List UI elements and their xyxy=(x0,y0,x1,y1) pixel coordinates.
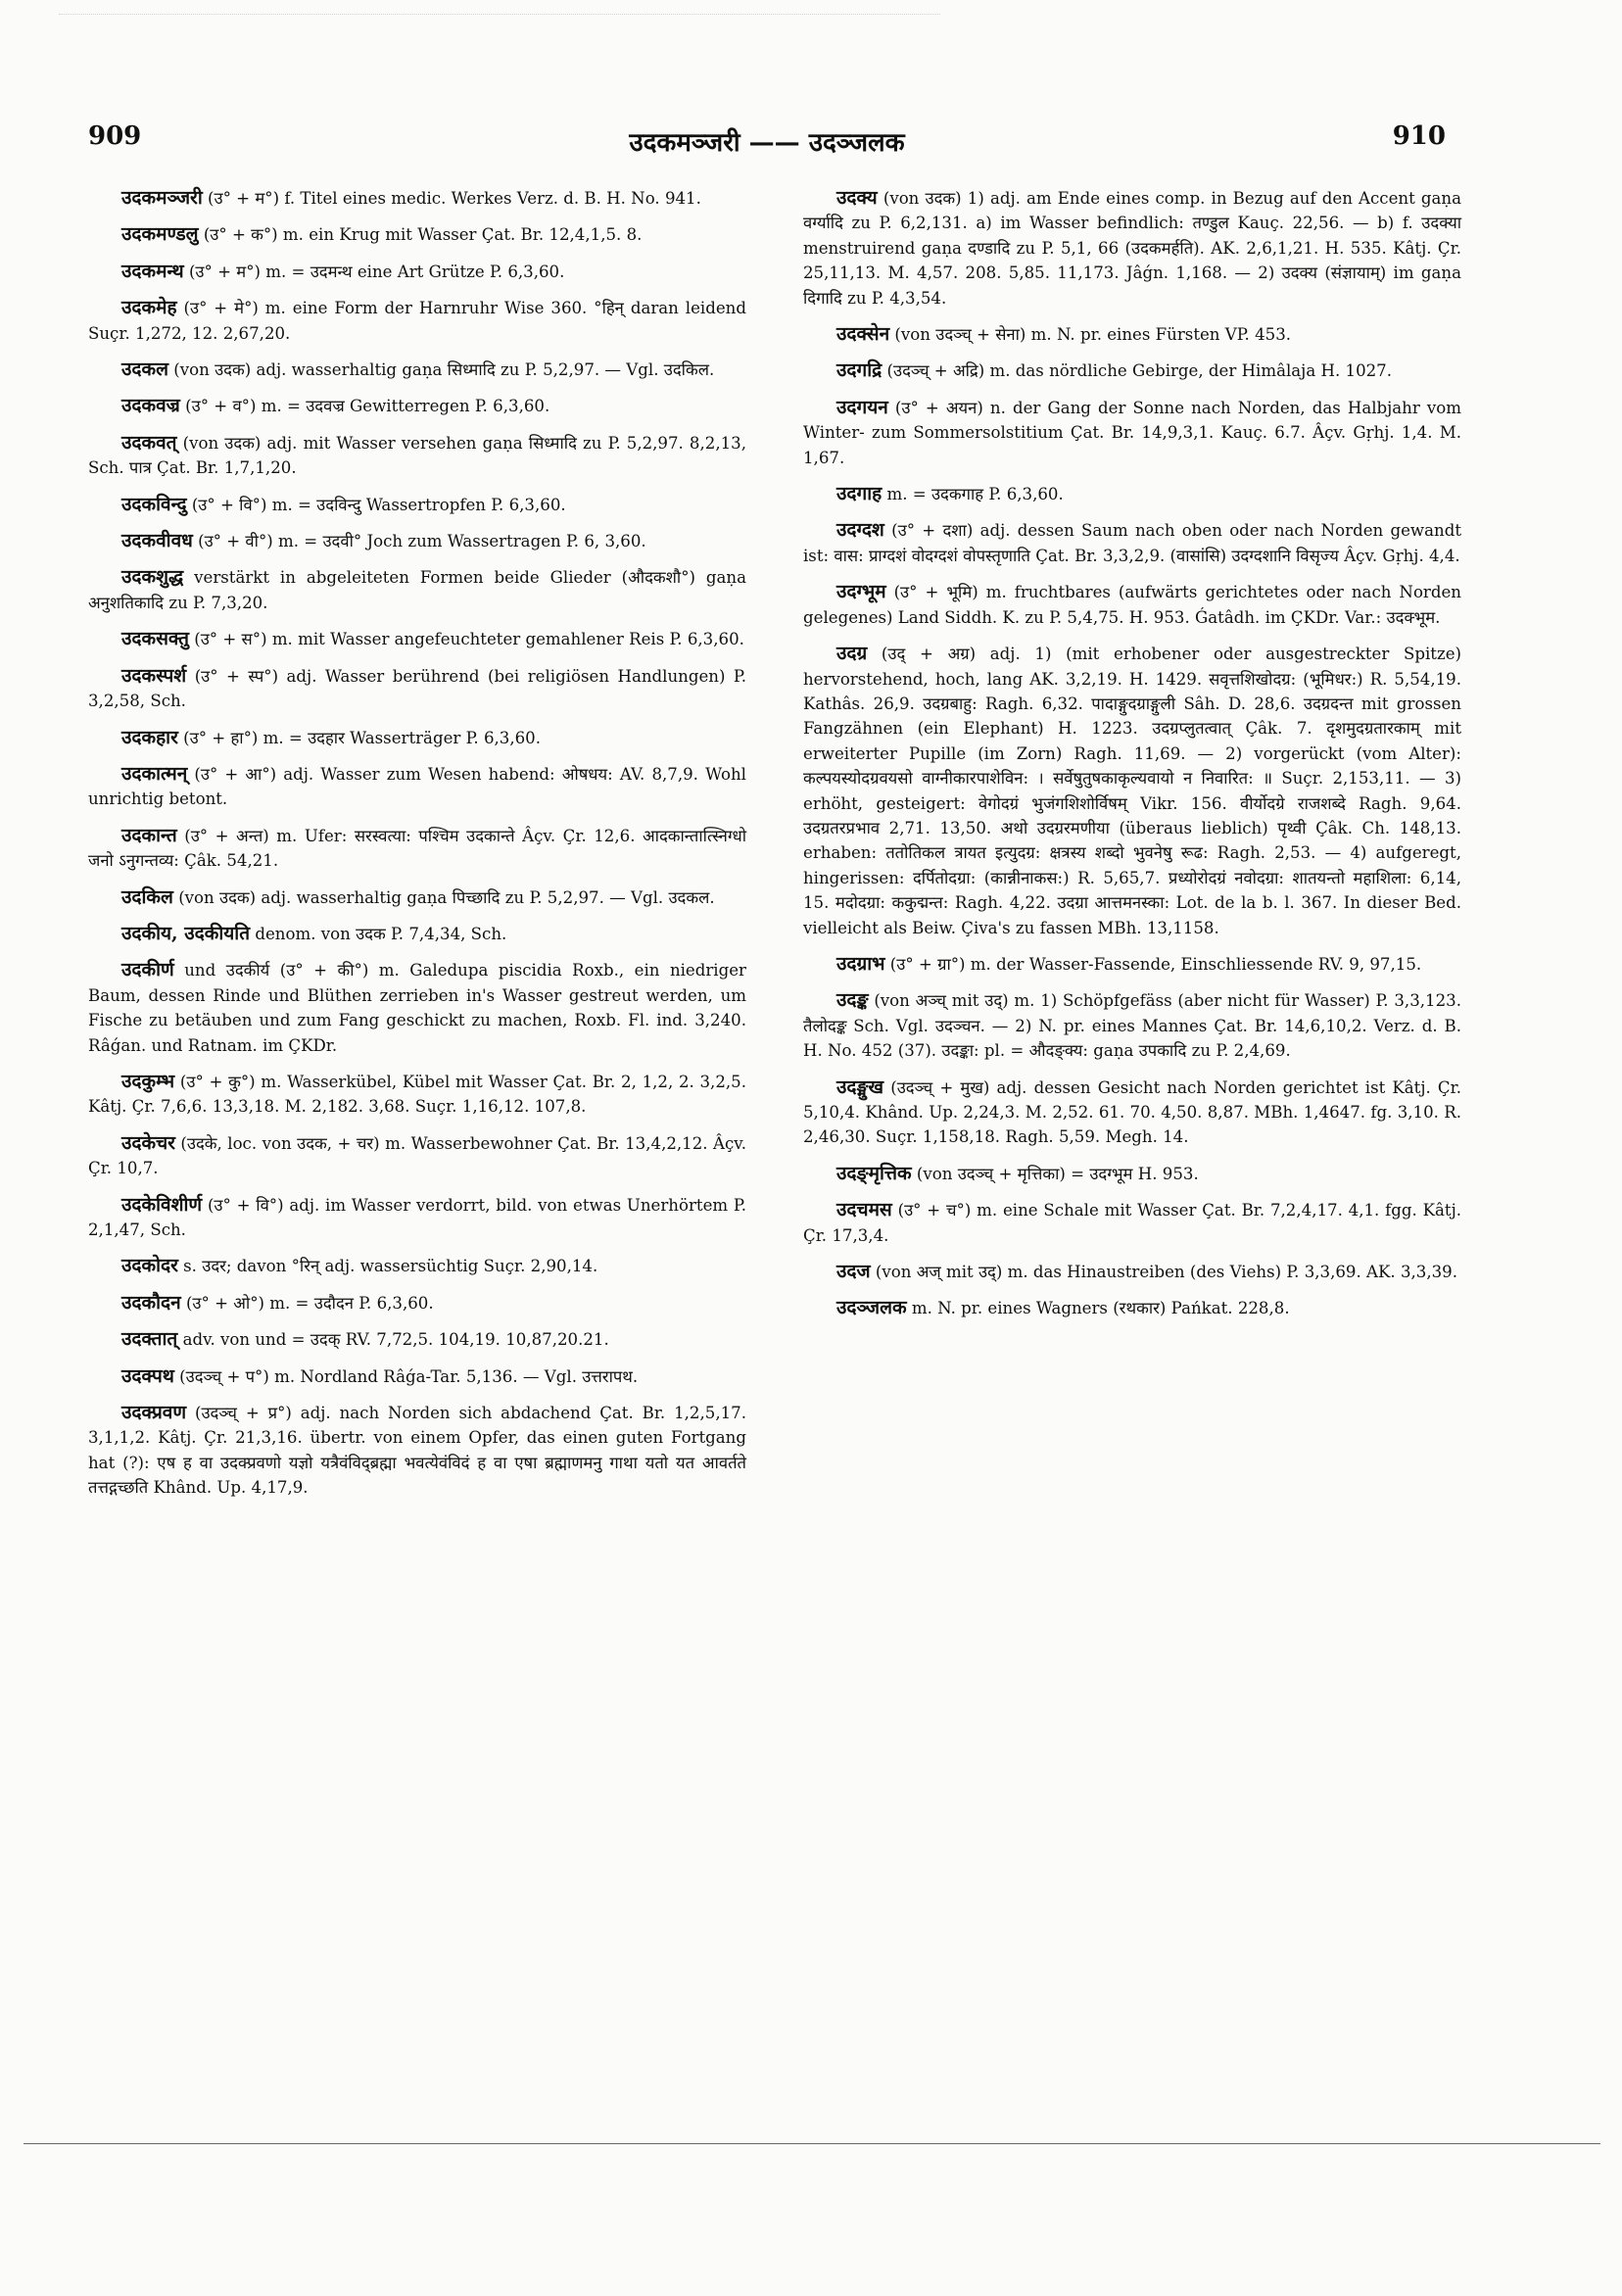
dictionary-entry xyxy=(803,1162,1461,1186)
dictionary-entry xyxy=(803,580,1461,630)
entry-text: (उ° + वि°) m. = उदविन्दु Wassertropfen P. 6,3,60. xyxy=(191,495,566,514)
dictionary-entry xyxy=(88,431,746,481)
entry-headword: उदकल xyxy=(121,359,168,381)
footer-rule xyxy=(24,2143,1600,2144)
dictionary-entry xyxy=(88,1193,746,1243)
entry-text: (उ° + व°) m. = उदवज्र Gewitterregen P. 6,3,60. xyxy=(185,397,550,416)
entry-headword: उदगद्रि xyxy=(836,359,883,382)
entry-text: (उ° + दशा) adj. dessen Saum nach oben oder nach Norden gewandt ist: वास: प्राग्दशं वोदग्दशं वोपस्तृणाति Çat. Br. 3,3,2,9. (वासांसि) उदग्दशानि विसृज्य Âçv. Gṛhj. 4,4. xyxy=(803,521,1462,565)
entry-text: denom. von उदक P. 7,4,34, Sch. xyxy=(255,924,507,943)
entry-headword: उदकीर्ण xyxy=(121,959,174,981)
entry-text: (उदञ्च् + मुख) adj. dessen Gesicht nach Norden gerichtet ist Kâtj. Çr. 5,10,4. Khând. Up. 2,24,3. M. 2,52. 61. 70. 4,50. 8,87. MBh. 1,4647. fg. 3,10. R. 2,46,30. Suçr. 1,158,18. Ragh. 5,59. Megh. 14. xyxy=(803,1077,1461,1147)
entry-text: (उ° + वी°) m. = उदवी° Joch zum Wassertragen P. 6, 3,60. xyxy=(198,532,646,551)
dictionary-entry xyxy=(88,260,746,284)
entry-text: (उ° + आ°) adj. Wasser zum Wesen habend: ओषधय: AV. 8,7,9. Wohl unrichtig betont. xyxy=(88,764,746,809)
entry-headword: उदकिल xyxy=(121,885,173,908)
entry-headword: उदकवीवध xyxy=(121,530,193,552)
entry-headword: उदक्सेन xyxy=(836,323,890,346)
dictionary-entry xyxy=(88,1070,746,1120)
entry-text: (उ° + हा°) m. = उदहार Wasserträger P. 6,3,60. xyxy=(183,728,542,747)
entry-headword: उदग्भूम xyxy=(836,581,886,603)
entry-text: verstärkt in abgeleiteten Formen beide Glieder (औदकशौ°) gaṇa अनुशतिकादि zu P. 7,3,20. xyxy=(88,568,747,612)
dictionary-entry xyxy=(88,222,746,247)
entry-headword: उदकेविशीर्ण xyxy=(121,1193,203,1216)
dictionary-entry xyxy=(803,359,1461,383)
dictionary-entry xyxy=(88,1327,746,1352)
entry-headword: उदग्दश xyxy=(836,519,884,542)
entry-text: s. उदर; davon °रिन् adj. wassersüchtig Suçr. 2,90,14. xyxy=(183,1257,598,1276)
entry-headword: उदगयन xyxy=(836,396,888,418)
entry-text: (von उदञ्च् + मृत्तिका) = उदग्भूम H. 953. xyxy=(916,1164,1199,1183)
dictionary-entry xyxy=(803,482,1461,506)
entry-headword: उदक्प्रवण xyxy=(121,1402,187,1424)
dictionary-entry xyxy=(88,762,746,812)
scan-noise xyxy=(59,14,940,23)
entry-headword: उदकौदन xyxy=(121,1291,181,1314)
entry-text: (von उदक) adj. wasserhaltig gaṇa पिच्छादि zu P. 5,2,97. — Vgl. उदकल. xyxy=(178,887,715,907)
entry-headword: उदकोदर xyxy=(121,1255,178,1277)
dictionary-entry xyxy=(88,1291,746,1315)
entry-text: und उदकीर्य (उ° + की°) m. Galedupa piscidia Roxb., ein niedriger Baum, dessen Rinde und Blüthen zerrieben in's Wasser gestreut werden, um Fische zu betäuben und zum Fang geschickt zu machen, Roxb. Fl. ind. 3,240. Râǵan. und Ratnam. im ÇKDr. xyxy=(88,961,746,1055)
dictionary-entry xyxy=(88,726,746,750)
entry-text: (von उदञ्च् + सेना) m. N. pr. eines Fürsten VP. 453. xyxy=(894,325,1292,345)
dictionary-entry xyxy=(88,664,746,714)
entry-text: (उ° + क°) m. ein Krug mit Wasser Çat. Br. 12,4,1,5. 8. xyxy=(203,225,643,245)
entry-text: (उ° + अन्त) m. Ufer: सरस्वत्या: पश्चिम उदकान्ते Âçv. Çr. 12,6. आदकान्तात्स्निग्धो जनो ऽनुगन्तव्य: Çâk. 54,21. xyxy=(88,826,746,871)
dictionary-entry xyxy=(803,1296,1461,1320)
entry-headword: उदकमन्थ xyxy=(121,260,184,282)
dictionary-entry xyxy=(88,1131,746,1181)
dictionary-entry xyxy=(88,296,746,346)
dictionary-entry xyxy=(88,885,746,910)
entry-headword: उदक्पथ xyxy=(121,1364,174,1387)
dictionary-entry xyxy=(803,988,1461,1063)
entry-headword: उदकवत् xyxy=(121,431,177,454)
entry-headword: उदगाह xyxy=(836,483,883,505)
entry-headword: उदञ्जलक xyxy=(836,1297,907,1319)
entry-headword: उदक्तात् xyxy=(121,1328,178,1351)
entry-text: (उ° + वि°) adj. im Wasser verdorrt, bild. von etwas Unerhörtem P. 2,1,47, Sch. xyxy=(88,1195,746,1239)
dictionary-entry xyxy=(803,1076,1461,1150)
entry-headword: उदकेचर xyxy=(121,1131,175,1154)
entry-headword: उदकमेह xyxy=(121,297,177,319)
dictionary-entry xyxy=(88,493,746,517)
entry-headword: उदकविन्दु xyxy=(121,493,187,515)
page-number-left: 909 xyxy=(88,121,142,151)
entry-headword: उदग्र xyxy=(836,643,868,665)
dictionary-entry xyxy=(803,518,1461,568)
dictionary-entry xyxy=(88,1401,746,1501)
left-column xyxy=(88,186,746,1512)
entry-headword: उदचमस xyxy=(836,1199,892,1221)
entry-text: (उ° + स्प°) adj. Wasser berührend (bei religiösen Handlungen) P. 3,2,58, Sch. xyxy=(88,666,746,711)
entry-headword: उदङ्मृत्तिक xyxy=(836,1162,912,1184)
entry-headword: उदकात्मन् xyxy=(121,762,188,785)
dictionary-entry xyxy=(88,1364,746,1389)
dictionary-entry xyxy=(803,396,1461,470)
entry-text: (उ° + अयन) n. der Gang der Sonne nach Norden, das Halbjahr vom Winter- zum Sommersolstitium Çat. Br. 14,9,3,1. Kauç. 6.7. Âçv. Gṛhj. 1,4. M. 1,67. xyxy=(803,398,1461,467)
entry-text: (von उदक) adj. wasserhaltig gaṇa सिध्मादि zu P. 5,2,97. — Vgl. उदकिल. xyxy=(173,360,715,380)
dictionary-entry xyxy=(88,824,746,874)
dictionary-entry xyxy=(803,1198,1461,1248)
dictionary-entry xyxy=(803,952,1461,977)
right-column xyxy=(803,186,1461,1333)
entry-headword: उदकसक्तु xyxy=(121,628,189,650)
page-number-right: 910 xyxy=(1392,121,1446,151)
entry-text: (उ° + च°) m. eine Schale mit Wasser Çat. Br. 7,2,4,17. 4,1. fgg. Kâtj. Çr. 17,3,4. xyxy=(803,1201,1462,1245)
entry-headword: उदकहार xyxy=(121,726,178,748)
dictionary-entry xyxy=(88,1254,746,1278)
entry-text: (von उदक) adj. mit Wasser versehen gaṇa सिध्मादि zu P. 5,2,97. 8,2,13, Sch. पात्र Çat. Br. 1,7,1,20. xyxy=(88,433,746,478)
page-header xyxy=(88,121,1446,161)
dictionary-entry xyxy=(88,529,746,553)
entry-headword: उदकमञ्जरी xyxy=(121,187,203,209)
running-title: उदकमञ्जरी —— उदञ्जलक xyxy=(629,128,905,158)
entry-text: (उ° + म°) f. Titel eines medic. Werkes Verz. d. B. H. No. 941. xyxy=(208,189,701,208)
entry-headword: उदकशुद्ध xyxy=(121,566,184,589)
entry-headword: उदकवज्र xyxy=(121,395,180,417)
entry-headword: उदङ्क xyxy=(836,989,869,1012)
entry-headword: उदज xyxy=(836,1261,871,1283)
entry-text: (उ° + मे°) m. eine Form der Harnruhr Wise 360. °हिन् daran leidend Suçr. 1,272, 12. 2,67,20. xyxy=(88,299,746,343)
entry-text: (उदके, loc. von उदक, + चर) m. Wasserbewohner Çat. Br. 13,4,2,12. Âçv. Çr. 10,7. xyxy=(88,1133,746,1178)
entry-headword: उदकीय, उदकीयति xyxy=(121,922,251,944)
dictionary-entry xyxy=(88,394,746,418)
dictionary-entry xyxy=(803,322,1461,347)
entry-text: (उ° + म°) m. = उदमन्थ eine Art Grütze P. 6,3,60. xyxy=(188,262,565,281)
dictionary-entry xyxy=(88,565,746,615)
entry-text: (उ° + भूमि) m. fruchtbares (aufwärts gerichtetes oder nach Norden gelegenes) Land Siddh. K. zu P. 5,4,75. H. 953. Ǵatâdh. im ÇKDr. Var.: उदक्भूम. xyxy=(803,583,1461,627)
entry-headword: उदकान्त xyxy=(121,824,177,846)
entry-text: (von अञ्च् mit उद्) m. 1) Schöpfgefäss (aber nicht für Wasser) P. 3,3,123. तैलोदङ्क Sch. Vgl. उदञ्चन. — 2) N. pr. eines Mannes Çat. Br. 14,6,10,2. Verz. d. B. H. No. 452 (37). उदङ्का: pl. = औदङ्क्य: gaṇa उपकादि zu P. 2,4,69. xyxy=(803,991,1461,1061)
dictionary-entry xyxy=(803,1260,1461,1284)
entry-text: (उदञ्च् + प°) m. Nordland Râǵa-Tar. 5,136. — Vgl. उत्तरापथ. xyxy=(179,1366,639,1386)
entry-headword: उदकस्पर्श xyxy=(121,664,187,687)
dictionary-entry xyxy=(88,922,746,946)
entry-text: (उदञ्च् + अद्रि) m. das nördliche Gebirge, der Himâlaja H. 1027. xyxy=(886,361,1393,381)
entry-text: (उ° + ग्रा°) m. der Wasser-Fassende, Einschliessende RV. 9, 97,15. xyxy=(889,954,1422,974)
entry-headword: उदक्य xyxy=(836,187,878,209)
dictionary-entry xyxy=(803,642,1461,940)
entry-text: (उदञ्च् + प्र°) adj. nach Norden sich abdachend Çat. Br. 1,2,5,17. 3,1,1,2. Kâtj. Çr. 21,3,16. übertr. von einem Opfer, das einen guten Fortgang hat (?): एष ह वा उदक्प्रवणो यज्ञो यत्रैवंविद्ब्रह्मा भवत्येवंविदं ह वा एषा ब्रह्माणमनु गाथा यतो यत आवर्तते तत्तद्गच्छति Khând. Up. 4,17,9. xyxy=(88,1404,746,1498)
dictionary-entry xyxy=(88,958,746,1058)
entry-text: m. = उदकगाह P. 6,3,60. xyxy=(886,485,1064,504)
entry-text: (von उदक) 1) adj. am Ende eines comp. in Bezug auf den Accent gaṇa वर्ग्यादि zu P. 6,2,131. a) im Wasser befindlich: तण्डुल Kauç. 22,56. — b) f. उदक्या menstruirend gaṇa दण्डादि zu P. 5,1, 66 (उदकमर्हति). AK. 2,6,1,21. H. 535. Kâtj. Çr. 25,11,13. M. 4,57. 208. 5,85. 11,173. Jâǵn. 1,168. — 2) उदक्य (संज्ञायाम्) im gaṇa दिगादि zu P. 4,3,54. xyxy=(803,189,1462,308)
dictionary-entry xyxy=(88,627,746,651)
entry-text: (उ° + ओ°) m. = उदौदन P. 6,3,60. xyxy=(185,1293,434,1313)
entry-text: adv. von und = उदक् RV. 7,72,5. 104,19. 10,87,20.21. xyxy=(182,1330,609,1350)
dictionary-entry xyxy=(803,186,1461,311)
entry-headword: उदकुम्भ xyxy=(121,1070,175,1092)
dictionary-entry xyxy=(88,358,746,382)
entry-headword: उदग्राभ xyxy=(836,952,885,975)
entry-text: (von अज् mit उद्) m. das Hinaustreiben (des Viehs) P. 3,3,69. AK. 3,3,39. xyxy=(875,1263,1458,1282)
entry-headword: उदङ्मुख xyxy=(836,1076,884,1098)
entry-text: (उ° + कु°) m. Wasserkübel, Kübel mit Wasser Çat. Br. 2, 1,2, 2. 3,2,5. Kâtj. Çr. 7,6,6. 13,3,18. M. 2,182. 3,68. Suçr. 1,16,12. 107,8. xyxy=(88,1072,747,1117)
entry-text: (उद् + अग्र) adj. 1) (mit erhobener oder ausgestreckter Spitze) hervorstehend, hoch, lang AK. 3,2,19. H. 1429. सवृत्तशिखोदग्र: (भूमिधर:) R. 5,54,19. Kathâs. 26,9. उदग्रबाहु: Ragh. 6,32. पादाङ्गुदग्राङ्गुली Sâh. D. 28,6. उदग्रदन्त mit grossen Fangzähnen (ein Elephant) H. 1223. उदग्रप्लुतत्वात् Çâk. 7. दृशमुदग्रतारकाम् mit erweiterter Pupille (im Zorn) Ragh. 11,69. — 2) vorgerückt (vom Alter): कल्पयस्योदग्रवयसो वाग्नीकारपाशेविन: । सर्वेषुतुषकाकृल्यवायो न निवारित: ॥ Suçr. 2,153,11. — 3) erhöht, gesteigert: वेगोदग्रं भुजंगशिशोर्विषम् Vikr. 156. वीर्योदग्रे राजशब्दे Ragh. 9,64. उदग्रतरप्रभाव 2,71. 13,50. अथो उदग्ररमणीया (überaus lieblich) पृथ्वी Çâk. Ch. 148,13. erhaben: ततोतिकल त्रायत इत्युदग्र: क्षत्रस्य शब्दो भुवनेषु रूढ: Ragh. 2,53. — 4) aufgeregt, hingerissen: दर्पितोदग्रा: (कान्नीनाकस:) R. 5,65,7. प्रध्योरोदग्रं नवोदग्रा: शातयन्तो महाशिला: 6,14, 15. मदोदग्रा: ककुद्मन्त: Ragh. 4,22. उदग्रा आत्तमनस्का: Lot. de la b. l. 367. In dieser Bed. vielleicht als Beiw. Çiva's zu fassen MBh. 13,1158. xyxy=(803,645,1461,937)
dictionary-entry xyxy=(88,186,746,211)
entry-headword: उदकमण्डलु xyxy=(121,223,199,246)
entry-text: (उ° + स°) m. mit Wasser angefeuchteter gemahlener Reis P. 6,3,60. xyxy=(194,630,744,649)
entry-text: m. N. pr. eines Wagners (रथकार) Pańkat. 228,8. xyxy=(911,1299,1290,1318)
